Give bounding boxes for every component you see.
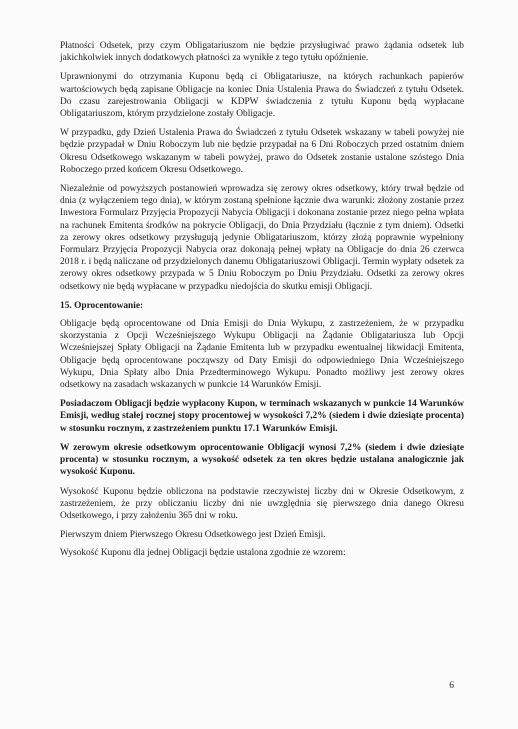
paragraph-interest-accrual: Obligacje będą oprocentowane od Dnia Emisji do Dnia Wykupu, z zastrzeżeniem, że w przypadku skorzystania z Opcji Wcześniejszego Wykupu Obligacji na Żądanie Obligatariusza lub Opcji Wcześniejszej Spłaty Obligacji na Żądanie Emitenta lub w przypadku ewentualnej likwidacji Emitenta, Obligacje będą oprocentowane począwszy od Daty Emisji do odpowiedniego Dnia Wcześniejszego Wykupu, Dnia Spłaty albo Dnia Przedterminowego Wykupu. Ponadto możliwy jest zerowy okres odsetkowy na zasadach wskazanych w punkcie 14 Warunków Emisji. [60, 319, 464, 391]
paragraph-zero-period-rate: W zerowym okresie odsetkowym oprocentowanie Obligacji wynosi 7,2% (siedem i dwie dziesiąte procenta) w stosunku rocznym, a wysokość odsetek za ten okres będzie ustalana analogicznie jak wysokość Kuponu. [60, 442, 464, 478]
paragraph-zero-interest-period: Niezależnie od powyższych postanowień wprowadza się zerowy okres odsetkowy, który trwał będzie od dnia (z wyłączeniem tego dnia), w którym zostaną spełnione łącznie dwa warunki: złożony zostanie przez Inwestora Formularz Przyjęcia Propozycji Nabycia Obligacji i dokonana zostanie przez niego pełna wpłata na rachunek Emitenta środków na pokrycie Obligacji, do Dnia Przydziału (łącznie z tym dniem). Odsetki za zerowy okres odsetkowy przysługują jedynie Obligatariuszom, którzy złożą poprawnie wypełniony Formularz Przyjęcia Propozycji Nabycia oraz dokonają pełnej wpłaty na Obligacje do dnia 26 czerwca 2018 r. i będą naliczane od przydzielonych danemu Obligatariuszowi Obligacji. Termin wypłaty odsetek za zerowy okres odsetkowy przypada w 5 Dniu Roboczym po Dniu Przydziału. Odsetki za zerowy okres odsetkowy nie będą wypłacane w przypadku niedojścia do skutku emisji Obligacji. [60, 184, 464, 292]
paragraph-payment-delay: Płatności Odsetek, przy czym Obligatariuszom nie będzie przysługiwać prawo żądania odsetek lub jakichkolwiek innych dodatkowych płatności za wynikłe z tego tytułu opóźnienie. [60, 41, 464, 64]
paragraph-formula-intro: Wysokość Kuponu dla jednej Obligacji będzie ustalona zgodnie ze wzorem: [60, 548, 346, 559]
page-content [60, 40, 464, 566]
paragraph-coupon-rate: Posiadaczom Obligacji będzie wypłacony Kupon, w terminach wskazanych w punkcie 14 Warunków Emisji, według stałej rocznej stopy procentowej w wysokości 7,2% (siedem i dwie dziesiąte procenta) w stosunku rocznym, z zastrzeżeniem punktu 17.1 Warunków Emisji. [60, 399, 464, 434]
paragraph-entitled-holders: Uprawnionymi do otrzymania Kuponu będą ci Obligatariusze, na których rachunkach papierów wartościowych będą zapisane Obligacje na koniec Dnia Ustalenia Prawa do Świadczeń z tytułu Odsetek. Do czasu zarejestrowania Obligacji w KDPW świadczenia z tytułu Kuponu będą wypłacane Obligatariuszom, którym przydzielone zostały Obligacje. [60, 72, 464, 120]
paragraph-coupon-calculation: Wysokość Kuponu będzie obliczona na podstawie rzeczywistej liczby dni w Okresie Odsetkowym, z zastrzeżeniem, że przy obliczaniu liczby dni nie uwzględnia się pierwszego dnia danego Okresu Odsetkowego, i przy założeniu 365 dni w roku. [60, 486, 464, 521]
section-heading-interest: 15. Oprocentowanie: [60, 300, 144, 311]
paragraph-first-day: Pierwszym dniem Pierwszego Okresu Odsetkowego jest Dzień Emisji. [60, 530, 326, 541]
paragraph-record-date: W przypadku, gdy Dzień Ustalenia Prawa do Świadczeń z tytułu Odsetek wskazany w tabeli powyżej nie będzie przypadał w Dniu Roboczym lub nie będzie przypadał na 6 Dni Roboczych przed ostatnim dniem Okresu Odsetkowego wskazanym w tabeli powyżej, prawo do Odsetek zostanie ustalone szóstego Dnia Roboczego przed końcem Okresu Odsetkowego. [60, 128, 464, 175]
page-number: 6 [449, 681, 454, 691]
